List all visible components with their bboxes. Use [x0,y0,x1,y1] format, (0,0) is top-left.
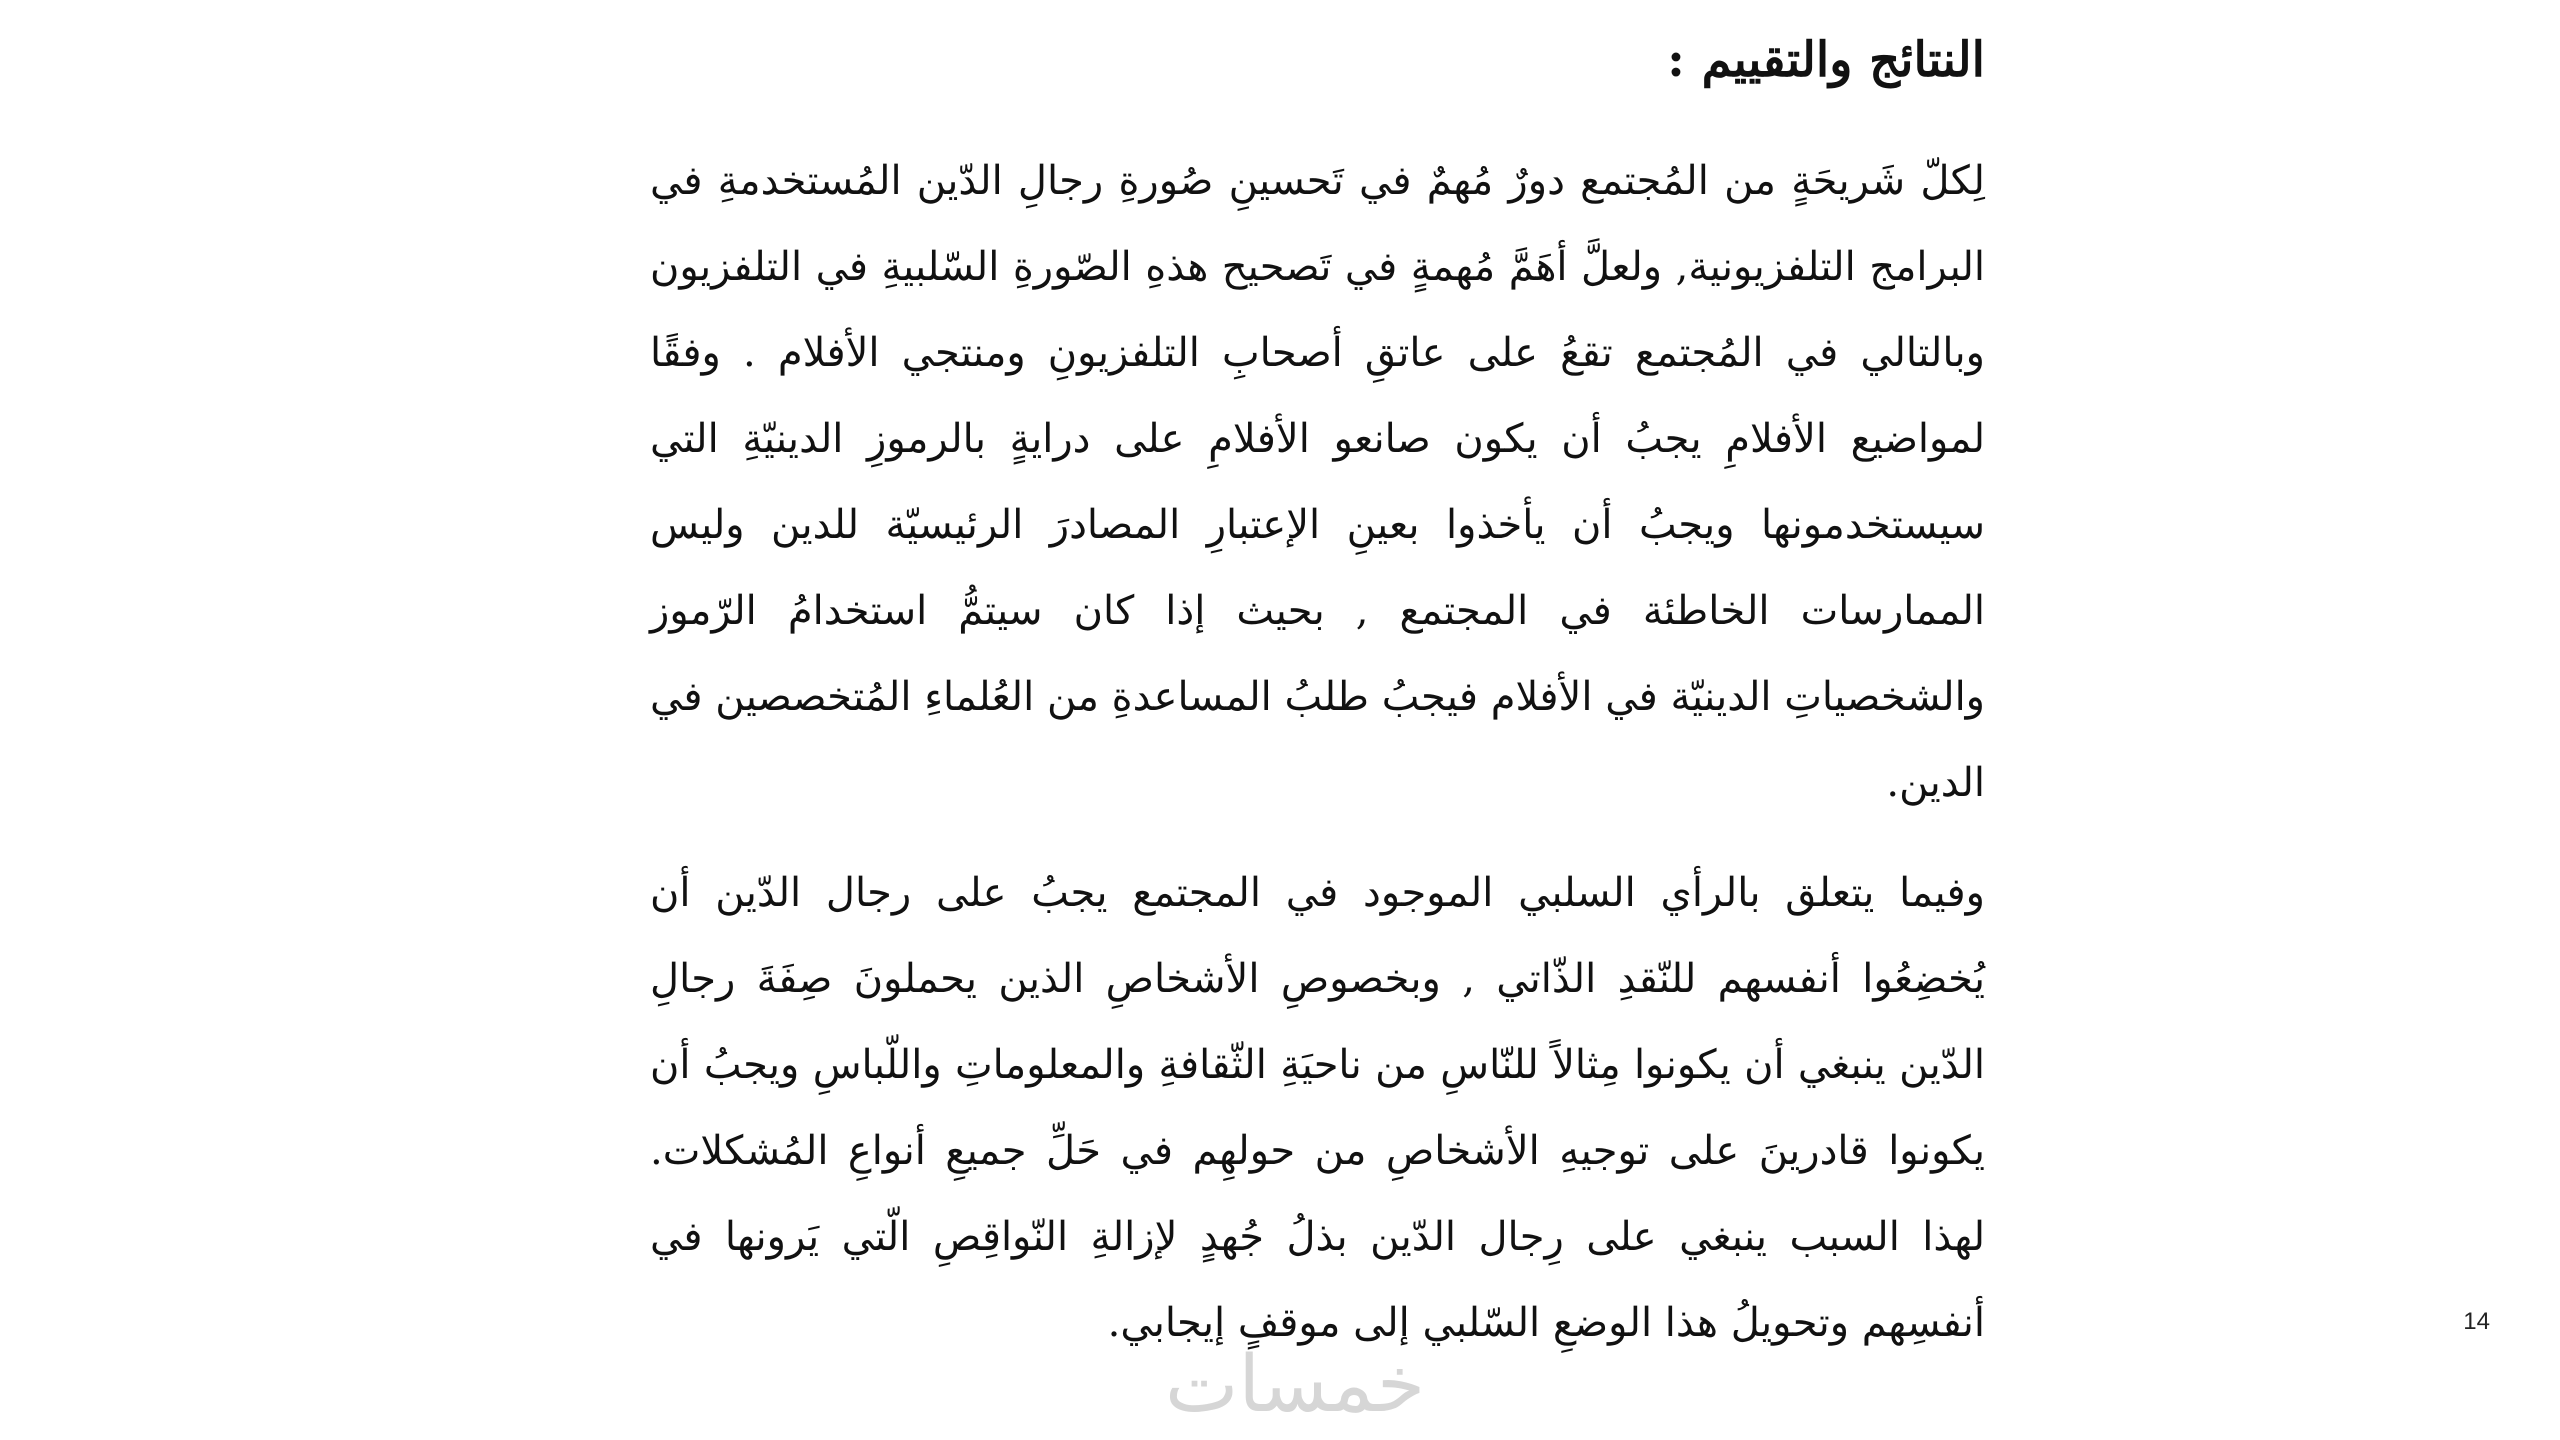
watermark-logo: خمسات [1164,1340,1426,1430]
section-heading: النتائج والتقييم : [1667,32,1985,88]
document-body [650,20,1985,1366]
paragraph-1: لِكلّ شَريحَةٍ من المُجتمع دورٌ مُهمٌ في تَحسينِ صُورةِ رجالِ الدّين المُستخدمةِ في البرامج التلفزيونية, ولعلَّ أهَمَّ مُهمةٍ في تَصحيح هذهِ الصّورةِ السّلبيةِ في التلفزيون وبالتالي في المُجتمع تقعُ على عاتقِ أصحابِ التلفزيونِ ومنتجي الأفلام . وفقًا لمواضيع الأفلامِ يجبُ أن يكون صانعو الأفلامِ على درايةٍ بالرموزِ الدينيّةِ التي سيستخدمونها ويجبُ أن يأخذوا بعينِ الإعتبارِ المصادرَ الرئيسيّة للدين وليس الممارسات الخاطئة في المجتمع , بحيث إذا كان سيتمُّ استخدامُ الرّموز والشخصياتِ الدينيّة في الأفلام فيجبُ طلبُ المساعدةِ من العُلماءِ المُتخصصين في الدين. [650,158,1985,806]
page-number: 14 [2463,1308,2490,1335]
paragraph-2: وفيما يتعلق بالرأي السلبي الموجود في المجتمع يجبُ على رجال الدّين أن يُخضِعُوا أنفسهم للنّقدِ الذّاتي , وبخصوصِ الأشخاصِ الذين يحملونَ صِفَةَ رجالِ الدّين ينبغي أن يكونوا مِثالاً للنّاسِ من ناحيَةِ الثّقافةِ والمعلوماتِ واللّباسِ ويجبُ أن يكونوا قادرينَ على توجيهِ الأشخاصِ من حولهِم في حَلِّ جميعِ أنواعِ المُشكلات. لهذا السبب ينبغي على رِجال الدّين بذلُ جُهدٍ لإزالةِ النّواقِصِ الّتي يَرونها في أنفسِهم وتحويلُ هذا الوضعِ السّلبي إلى موقفٍ إيجابي. [650,870,1985,1346]
